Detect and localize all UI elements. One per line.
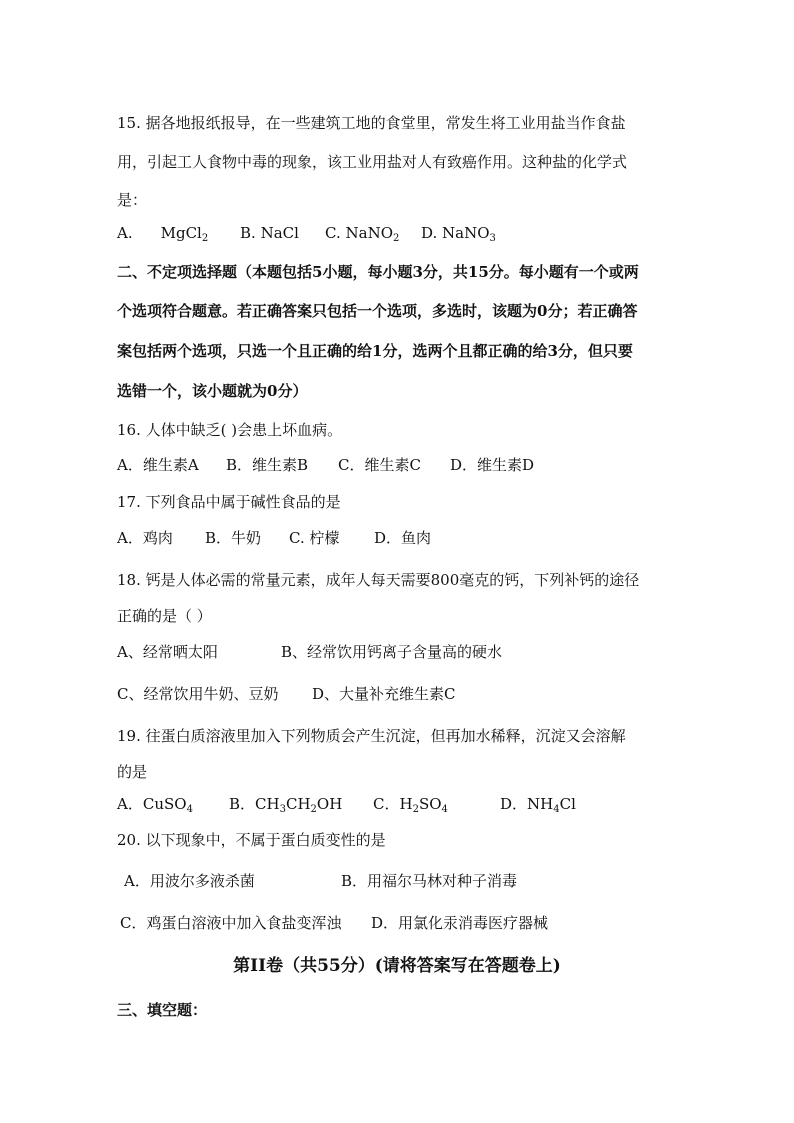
q20-option-b: B．用福尔马林对种子消毒 xyxy=(341,872,518,890)
q15-option-b: B. NaCl xyxy=(240,224,299,242)
q20-option-c: C．鸡蛋白溶液中加入食盐变浑浊 xyxy=(120,914,342,932)
q18-option-a: A、经常晒太阳 xyxy=(117,643,218,661)
section2-line-1: 二、不定项选择题（本题包括5小题，每小题3分，共15分。每小题有一个或两 xyxy=(117,263,639,281)
part2-title: 第II卷（共55分）(请将答案写在答题卷上) xyxy=(233,956,561,976)
q17-option-c: C. 柠檬 xyxy=(289,529,340,547)
section3-heading: 三、填空题： xyxy=(117,1001,208,1019)
q19-option-b: B．$CH_3CH_2OH$ xyxy=(229,795,343,815)
q19-line-1: 19. 往蛋白质溶液里加入下列物质会产生沉淀，但再加水稀释，沉淀又会溶解 xyxy=(117,727,626,745)
q18-line-1: 18. 钙是人体必需的常量元素，成年人每天需要800毫克的钙，下列补钙的途径 xyxy=(117,571,640,589)
q18-option-d: D、大量补充维生素C xyxy=(312,685,456,703)
q16-option-d: D．维生素D xyxy=(450,456,535,474)
q15-option-d: D. NaNO$_3$ xyxy=(421,224,496,244)
q20-option-d: D．用氯化汞消毒医疗器械 xyxy=(371,914,549,932)
q19-line-2: 的是 xyxy=(117,763,148,781)
q19-option-d: D．$NH_4Cl$ xyxy=(500,795,576,815)
q17-option-a: A．鸡肉 xyxy=(117,529,173,547)
q16-option-c: C．维生素C xyxy=(338,456,421,474)
q15-line-2: 用，引起工人食物中毒的现象，该工业用盐对人有致癌作用。这种盐的化学式 xyxy=(117,153,628,171)
q20-stem: 20. 以下现象中，不属于蛋白质变性的是 xyxy=(117,831,386,849)
section2-line-4: 选错一个，该小题就为0分） xyxy=(117,382,308,400)
q16-stem: 16. 人体中缺乏( )会患上坏血病。 xyxy=(117,421,343,439)
q19-option-a: A．CuSO$_4$ xyxy=(117,795,193,815)
q19-option-c: C．$H_2SO_4$ xyxy=(373,795,448,815)
q17-option-b: B．牛奶 xyxy=(205,529,262,547)
q20-option-a: A．用波尔多液杀菌 xyxy=(124,872,255,890)
q15-line-1: 15. 据各地报纸报导，在一些建筑工地的食堂里，常发生将工业用盐当作食盐 xyxy=(117,114,626,132)
q18-line-2: 正确的是（ ） xyxy=(117,607,212,625)
q17-stem: 17. 下列食品中属于碱性食品的是 xyxy=(117,493,341,511)
q16-option-b: B．维生素B xyxy=(226,456,309,474)
q15-option-a: A. MgCl$_2$ xyxy=(117,224,209,244)
q15-line-3: 是： xyxy=(117,191,148,209)
section2-line-2: 个选项符合题意。若正确答案只包括一个选项，多选时，该题为0分；若正确答 xyxy=(117,302,638,320)
section2-line-3: 案包括两个选项，只选一个且正确的给1分，选两个且都正确的给3分，但只要 xyxy=(117,342,633,360)
q16-option-a: A．维生素A xyxy=(117,456,199,474)
q18-option-b: B、经常饮用钙离子含量高的硬水 xyxy=(281,643,503,661)
q15-option-c: C. NaNO$_2$ xyxy=(325,224,400,244)
q18-option-c: C、经常饮用牛奶、豆奶 xyxy=(117,685,279,703)
q17-option-d: D．鱼肉 xyxy=(374,529,432,547)
